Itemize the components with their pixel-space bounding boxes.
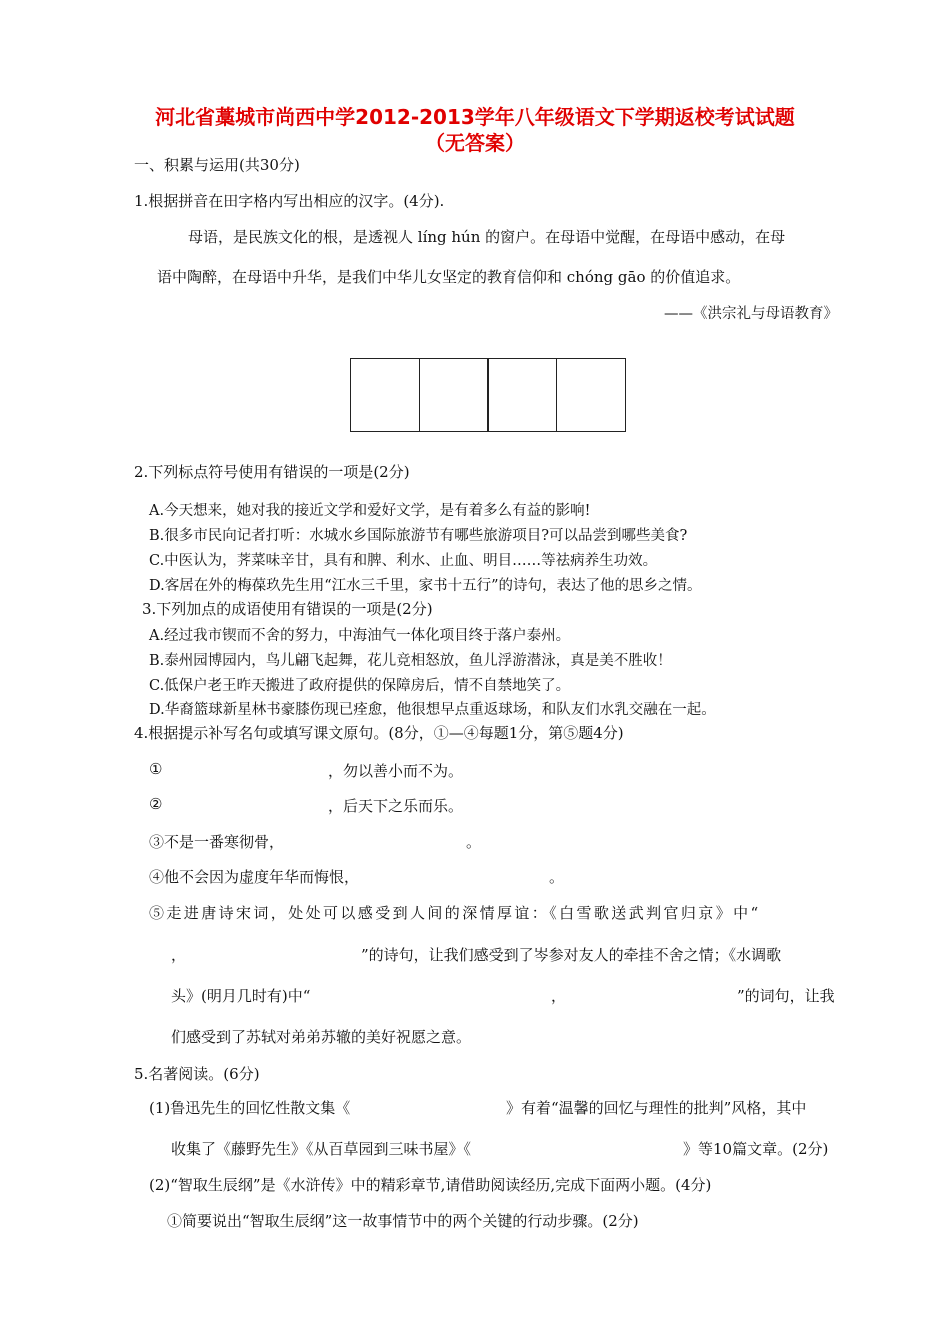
question-4-item2-number: ② xyxy=(149,795,163,813)
question-1-passage-line2: 语中陶醉，在母语中升华，是我们中华儿女坚定的教育信仰和 chóng gāo 的价值追求。 xyxy=(157,268,741,286)
question-3-option-c: C.低保户老王昨天搬进了政府提供的保障房后，情不自禁地笑了。 xyxy=(149,678,571,694)
question-4-item5-line3-comma: ， xyxy=(551,987,567,1005)
question-1-stem: 1.根据拼音在田字格内写出相应的汉字。(4分). xyxy=(134,192,445,210)
question-4-item5-line2-comma: ， xyxy=(171,946,187,964)
question-4-item5-line2: ”的诗句，让我们感受到了岑参对友人的牵挂不舍之情；《水调歌 xyxy=(361,946,782,964)
document-title-line2: （无答案） xyxy=(425,131,525,155)
question-3-option-b: B.泰州园博园内，鸟儿翩飞起舞，花儿竞相怒放，鱼儿浮游潜泳，真是美不胜收！ xyxy=(149,653,672,669)
question-4-item5-line4: 们感受到了苏轼对弟弟苏辙的美好祝愿之意。 xyxy=(171,1028,472,1046)
question-4-item1-text: ，勿以善小而不为。 xyxy=(328,762,464,780)
question-3-option-d: D.华裔篮球新星林书豪膝伤现已痊愈，他很想早点重返球场，和队友们水乳交融在一起。 xyxy=(149,702,716,718)
question-4-item1-number: ① xyxy=(149,760,163,778)
question-2-option-c: C.中医认为，荠菜味辛甘，具有和脾、利水、止血、明目……等祛病养生功效。 xyxy=(149,553,658,569)
question-4-item4-text: ④他不会因为虚度年华而悔恨， xyxy=(149,868,360,886)
character-box-1[interactable] xyxy=(350,358,420,432)
character-box-2[interactable] xyxy=(419,358,489,432)
question-4-item4-end: 。 xyxy=(549,868,565,886)
question-4-item5-line1: ⑤走进唐诗宋词，处处可以感受到人间的深情厚谊：《白雪歌送武判官归京》中“ xyxy=(149,904,761,922)
question-2-option-b: B.很多市民向记者打听：水城水乡国际旅游节有哪些旅游项目?可以品尝到哪些美食? xyxy=(149,528,688,544)
question-4-item2-text: ，后天下之乐而乐。 xyxy=(328,797,464,815)
question-4-item3-text: ③不是一番寒彻骨， xyxy=(149,833,285,851)
section-heading: 一、积累与运用(共30分) xyxy=(134,156,300,174)
question-2-option-a: A.今天想来，她对我的接近文学和爱好文学，是有着多么有益的影响! xyxy=(149,503,591,519)
character-grid xyxy=(350,358,626,432)
question-5-part1-rest: 》有着“温馨的回忆与理性的批判”风格，其中 xyxy=(506,1099,807,1117)
question-1-passage-line1: 母语，是民族文化的根，是透视人 líng hún 的窗户。在母语中觉醒，在母语中感动，在母 xyxy=(188,228,786,246)
character-box-4[interactable] xyxy=(556,358,626,432)
question-3-option-a: A.经过我市锲而不舍的努力，中海油气一体化项目终于落户泰州。 xyxy=(149,628,571,644)
question-4-stem: 4.根据提示补写名句或填写课文原句。(8分，①—④每题1分，第⑤题4分) xyxy=(134,724,624,742)
question-4-item5-line3-start: 头》(明月几时有)中“ xyxy=(171,987,311,1005)
question-5-part2: (2)“智取生辰纲”是《水浒传》中的精彩章节,请借助阅读经历,完成下面两小题。(4分) xyxy=(149,1176,712,1194)
question-4-item5-line3-end: ”的词句，让我 xyxy=(737,987,835,1005)
question-2-option-d: D.客居在外的梅葆玖先生用“江水三千里，家书十五行”的诗句，表达了他的思乡之情。 xyxy=(149,578,702,594)
question-5-stem: 5.名著阅读。(6分) xyxy=(134,1065,260,1083)
question-5-part1-line2: 收集了《藤野先生》《从百草园到三味书屋》《 xyxy=(171,1140,472,1158)
question-5-part2-sub1: ①简要说出“智取生辰纲”这一故事情节中的两个关键的行动步骤。(2分) xyxy=(167,1212,639,1230)
character-box-3[interactable] xyxy=(487,358,557,432)
question-5-part1-line2-end: 》等10篇文章。(2分) xyxy=(683,1140,829,1158)
question-4-item3-end: 。 xyxy=(466,833,482,851)
question-3-stem: 3.下列加点的成语使用有错误的一项是(2分) xyxy=(142,600,433,618)
question-1-source: ——《洪宗礼与母语教育》 xyxy=(664,306,838,322)
document-title-line1: 河北省藁城市尚西中学2012-2013学年八年级语文下学期返校考试试题 xyxy=(155,105,795,129)
question-2-stem: 2.下列标点符号使用有错误的一项是(2分) xyxy=(134,463,410,481)
question-5-part1-start: (1)鲁迅先生的回忆性散文集《 xyxy=(149,1099,351,1117)
